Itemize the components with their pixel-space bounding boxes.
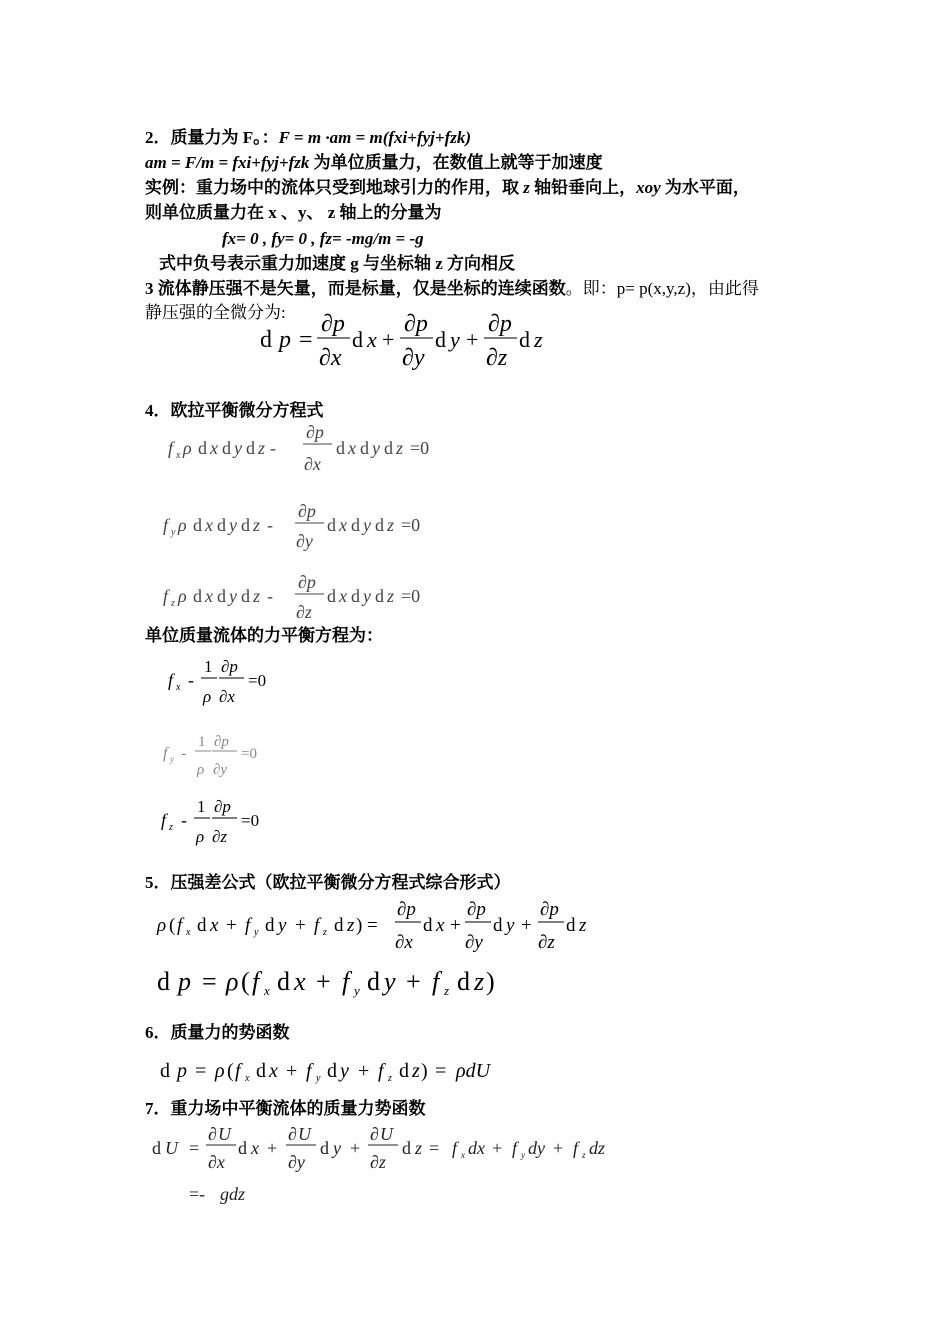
svg-text:z: z <box>582 1150 586 1160</box>
svg-text:d: d <box>217 515 226 535</box>
svg-text:x: x <box>210 438 218 458</box>
svg-text:∂z: ∂z <box>370 1152 386 1172</box>
svg-text:-: - <box>188 670 194 690</box>
section-3-line-2: 静压强的全微分为: <box>145 303 286 322</box>
svg-text:d: d <box>241 515 250 535</box>
svg-text:d: d <box>423 915 433 936</box>
svg-text:f: f <box>168 670 174 690</box>
svg-text:z: z <box>171 598 175 609</box>
svg-text:∂: ∂ <box>370 1124 379 1144</box>
svg-text:U: U <box>380 1124 393 1144</box>
svg-text:p: p <box>177 1060 187 1082</box>
svg-text:ρ: ρ <box>178 515 187 535</box>
svg-text:x: x <box>264 983 270 998</box>
svg-text:d: d <box>457 967 470 996</box>
euler-equation-x <box>160 420 460 478</box>
svg-text:z: z <box>444 983 450 998</box>
svg-text:∂z: ∂z <box>296 602 312 622</box>
svg-text:d: d <box>519 327 530 352</box>
svg-text:d: d <box>367 967 380 996</box>
svg-text:d: d <box>435 327 446 352</box>
svg-text:=-: =- <box>189 1184 206 1204</box>
svg-text:+: + <box>521 915 532 936</box>
svg-text:z: z <box>534 327 543 352</box>
svg-text:ρ: ρ <box>203 687 212 706</box>
svg-text:∂: ∂ <box>288 1124 297 1144</box>
svg-text:d: d <box>198 438 207 458</box>
svg-text:y: y <box>316 1073 321 1084</box>
svg-text:d: d <box>197 915 207 936</box>
euler-equation-z <box>155 568 455 626</box>
svg-text:x: x <box>461 1150 465 1160</box>
svg-text:∂x: ∂x <box>208 1152 225 1172</box>
svg-text:p: p <box>178 967 191 996</box>
svg-text:(: ( <box>241 967 250 996</box>
svg-text:d: d <box>260 327 272 353</box>
svg-text:∂p: ∂p <box>214 797 231 816</box>
svg-text:d: d <box>160 1060 170 1082</box>
svg-text:∂y: ∂y <box>213 762 228 778</box>
svg-text:∂p: ∂p <box>221 657 238 676</box>
svg-text:y: y <box>372 438 380 458</box>
svg-text:x: x <box>367 327 377 352</box>
example-xoy: xoy <box>636 178 661 197</box>
unit-balance-x <box>160 650 320 710</box>
svg-text:d: d <box>375 586 384 606</box>
svg-text:=: = <box>202 967 217 996</box>
svg-text:z: z <box>347 915 355 936</box>
gravity-potential-equation <box>150 1122 620 1212</box>
section-7-heading: 7．重力场中平衡流体的质量力势函数 <box>145 1099 426 1118</box>
svg-text:∂x: ∂x <box>319 345 342 371</box>
svg-text:+: + <box>450 915 461 936</box>
svg-text:∂p: ∂p <box>298 501 316 521</box>
svg-text:=: = <box>429 1138 440 1158</box>
svg-text:y: y <box>384 967 396 996</box>
svg-text:x: x <box>245 1073 250 1084</box>
svg-text:x: x <box>269 1060 278 1082</box>
svg-text:∂y: ∂y <box>402 345 425 371</box>
svg-text:∂x: ∂x <box>219 687 235 706</box>
example-text-a: 实例：重力场中的流体只受到地球引力的作用，取 <box>145 178 524 197</box>
svg-text:f: f <box>314 915 320 936</box>
example-text-b: 轴铅垂向上， <box>529 178 637 197</box>
svg-text:d: d <box>351 515 360 535</box>
example-text-c: 为水平面， <box>660 178 750 197</box>
svg-text:+: + <box>382 327 395 352</box>
svg-text:=0: =0 <box>410 438 430 458</box>
svg-text:d: d <box>375 515 384 535</box>
svg-text:∂x: ∂x <box>304 454 321 474</box>
svg-text:d: d <box>327 586 336 606</box>
svg-text:x: x <box>436 915 445 936</box>
svg-text:+: + <box>553 1138 564 1158</box>
svg-text:f: f <box>168 438 174 458</box>
svg-text:x: x <box>294 967 306 996</box>
svg-text:y: y <box>254 927 259 938</box>
svg-text:f: f <box>573 1138 579 1158</box>
svg-text:d: d <box>246 438 255 458</box>
svg-text:-: - <box>267 586 273 606</box>
svg-text:d: d <box>327 1060 337 1082</box>
svg-text:f: f <box>177 915 183 936</box>
svg-text:f: f <box>161 810 167 830</box>
svg-text:y: y <box>333 1138 341 1158</box>
svg-text:f: f <box>245 915 251 936</box>
svg-text:f: f <box>432 967 440 996</box>
svg-text:x: x <box>176 682 181 693</box>
svg-text:∂p: ∂p <box>298 572 316 592</box>
svg-text:y: y <box>229 515 237 535</box>
svg-text:=0: =0 <box>401 586 421 606</box>
section-4-heading: 4．欧拉平衡微分方程式 <box>145 401 324 420</box>
svg-text:ρ: ρ <box>226 967 239 996</box>
section-3-text-normal: 。即：p= p(x,y,z)，由此得 <box>565 279 759 298</box>
svg-text:x: x <box>339 515 347 535</box>
svg-text:x: x <box>205 515 213 535</box>
svg-text:d: d <box>566 915 576 936</box>
svg-text:+: + <box>466 327 479 352</box>
section-3-text-bold: 3 流体静压强不是矢量，而是标量，仅是坐标的连续函数 <box>145 279 566 298</box>
example-z: z <box>523 178 530 197</box>
svg-text:d: d <box>493 915 503 936</box>
svg-text:-: - <box>181 810 187 830</box>
svg-text:z: z <box>253 515 261 535</box>
svg-text:∂z: ∂z <box>538 932 555 953</box>
svg-text:∂p: ∂p <box>467 899 486 920</box>
svg-text:d: d <box>336 438 345 458</box>
unit-mass-force-text: 为单位质量力，在数值上就等于加速度 <box>309 153 603 172</box>
svg-text:f: f <box>252 967 260 996</box>
svg-text:z: z <box>169 822 173 833</box>
svg-text:-: - <box>267 515 273 535</box>
svg-text:∂p: ∂p <box>214 734 229 750</box>
svg-text:): ) <box>486 967 495 996</box>
unit-mass-force-formula: am = F/m = fxi+fyj+fzk <box>145 153 310 172</box>
svg-text:ρ: ρ <box>178 586 187 606</box>
svg-text:y: y <box>363 515 371 535</box>
svg-text:1: 1 <box>204 657 213 676</box>
svg-text:∂x: ∂x <box>395 932 413 953</box>
svg-text:∂y: ∂y <box>465 932 483 953</box>
svg-text:U: U <box>298 1124 311 1144</box>
svg-text:=: = <box>195 1060 207 1082</box>
svg-text:z: z <box>415 1138 423 1158</box>
force-components: fx= 0 , fy= 0 , fz= -mg/m = -g <box>222 229 424 248</box>
section-2-heading: 2．质量力为 F。： <box>145 128 279 147</box>
svg-text:f: f <box>512 1138 518 1158</box>
svg-text:-: - <box>181 745 187 762</box>
svg-text:(: ( <box>169 915 176 936</box>
svg-text:z: z <box>387 515 395 535</box>
svg-text:d: d <box>265 915 275 936</box>
svg-text:∂z: ∂z <box>486 345 508 371</box>
svg-text:d: d <box>256 1060 266 1082</box>
svg-text:z: z <box>323 927 327 938</box>
svg-text:y: y <box>354 983 360 998</box>
svg-text:(: ( <box>227 1060 234 1082</box>
svg-text:1: 1 <box>198 734 206 750</box>
svg-text:y: y <box>170 754 174 764</box>
section-2-line-4: 则单位质量力在 x 、y、 z 轴上的分量为 <box>145 203 442 222</box>
svg-text:d: d <box>277 967 290 996</box>
section-3-line-1 <box>145 278 759 300</box>
svg-text:f: f <box>306 1060 312 1082</box>
svg-text:d: d <box>157 967 170 996</box>
svg-text:=: = <box>299 327 313 353</box>
svg-text:d: d <box>152 1138 161 1158</box>
svg-text:z: z <box>387 586 395 606</box>
section-2-line-2 <box>145 152 603 174</box>
svg-text:d: d <box>327 515 336 535</box>
svg-text:=0: =0 <box>248 671 267 690</box>
unit-balance-z <box>155 790 315 850</box>
svg-text:y: y <box>171 527 176 538</box>
section-2-line-3 <box>145 177 750 199</box>
svg-text:-: - <box>270 438 276 458</box>
svg-text:x: x <box>210 915 219 936</box>
svg-text:d: d <box>384 438 393 458</box>
svg-text:): ) <box>421 1060 428 1082</box>
svg-text:=: = <box>189 1138 200 1158</box>
svg-text:+: + <box>295 915 306 936</box>
svg-text:y: y <box>229 586 237 606</box>
svg-text:f: f <box>163 515 169 535</box>
svg-text:d: d <box>320 1138 329 1158</box>
svg-text:d: d <box>334 915 344 936</box>
svg-text:d: d <box>352 327 363 352</box>
svg-text:+: + <box>350 1138 361 1158</box>
potential-function-equation <box>155 1050 545 1090</box>
svg-text:∂z: ∂z <box>212 827 228 846</box>
svg-text:+: + <box>226 915 237 936</box>
svg-text:∂p: ∂p <box>321 311 345 337</box>
svg-text:f: f <box>163 745 168 762</box>
svg-text:z: z <box>388 1073 392 1084</box>
svg-text:ρ: ρ <box>157 915 167 936</box>
svg-text:x: x <box>251 1138 259 1158</box>
pressure-difference-equation <box>155 895 615 955</box>
unit-mass-balance-heading: 单位质量流体的力平衡方程为： <box>145 626 383 645</box>
svg-text:U: U <box>165 1138 178 1158</box>
section-2-line-1 <box>145 127 471 149</box>
svg-text:+: + <box>492 1138 503 1158</box>
svg-text:∂p: ∂p <box>306 422 324 442</box>
euler-equation-y <box>155 497 455 555</box>
svg-text:z: z <box>396 438 404 458</box>
svg-text:y: y <box>450 327 460 352</box>
svg-text:+: + <box>358 1060 370 1082</box>
svg-text:gdz: gdz <box>220 1184 246 1204</box>
svg-text:d: d <box>241 586 250 606</box>
svg-text:+: + <box>406 967 421 996</box>
svg-text:z: z <box>474 967 485 996</box>
svg-text:): ) <box>356 915 363 936</box>
svg-text:x: x <box>186 927 191 938</box>
svg-text:=0: =0 <box>241 746 257 762</box>
svg-text:U: U <box>218 1124 231 1144</box>
svg-text:d: d <box>402 1138 411 1158</box>
svg-text:ρdU: ρdU <box>456 1060 491 1082</box>
svg-text:y: y <box>340 1060 349 1082</box>
section-6-heading: 6．质量力的势函数 <box>145 1023 290 1042</box>
section-2-formula: F = m ·am = m(fxi+fyj+fzk) <box>278 128 472 147</box>
svg-text:z: z <box>258 438 266 458</box>
svg-text:∂p: ∂p <box>540 899 559 920</box>
section-5-heading: 5．压强差公式（欧拉平衡微分方程式综合形式） <box>145 873 511 892</box>
svg-text:x: x <box>339 586 347 606</box>
svg-text:x: x <box>205 586 213 606</box>
svg-text:p: p <box>279 327 291 353</box>
svg-text:∂: ∂ <box>208 1124 217 1144</box>
svg-text:d: d <box>351 586 360 606</box>
svg-text:y: y <box>234 438 242 458</box>
svg-text:d: d <box>360 438 369 458</box>
svg-text:ρ: ρ <box>183 438 192 458</box>
svg-text:∂p: ∂p <box>404 311 428 337</box>
svg-text:+: + <box>267 1138 278 1158</box>
svg-text:∂y: ∂y <box>296 531 313 551</box>
svg-text:=: = <box>435 1060 447 1082</box>
svg-text:dx: dx <box>468 1138 485 1158</box>
svg-text:d: d <box>238 1138 247 1158</box>
svg-text:x: x <box>176 450 181 461</box>
svg-text:1: 1 <box>197 797 206 816</box>
svg-text:dy: dy <box>528 1138 545 1158</box>
svg-text:x: x <box>348 438 356 458</box>
svg-text:d: d <box>193 515 202 535</box>
svg-text:ρ: ρ <box>215 1060 225 1082</box>
svg-text:+: + <box>316 967 331 996</box>
svg-text:+: + <box>286 1060 298 1082</box>
svg-text:d: d <box>399 1060 409 1082</box>
svg-text:z: z <box>253 586 261 606</box>
svg-text:y: y <box>363 586 371 606</box>
svg-text:∂p: ∂p <box>488 311 512 337</box>
svg-text:y: y <box>278 915 287 936</box>
pressure-differential-equation <box>152 958 542 1008</box>
svg-text:ρ: ρ <box>196 827 205 846</box>
svg-text:f: f <box>452 1138 458 1158</box>
svg-text:=0: =0 <box>401 515 421 535</box>
svg-text:f: f <box>342 967 350 996</box>
unit-balance-y <box>155 722 315 782</box>
svg-text:dz: dz <box>589 1138 606 1158</box>
svg-text:d: d <box>217 586 226 606</box>
svg-text:=0: =0 <box>241 811 260 830</box>
svg-text:f: f <box>235 1060 241 1082</box>
svg-text:=: = <box>367 915 378 936</box>
svg-text:∂p: ∂p <box>397 899 416 920</box>
svg-text:ρ: ρ <box>197 762 205 778</box>
svg-text:f: f <box>163 586 169 606</box>
total-differential-equation <box>255 305 555 371</box>
svg-text:d: d <box>193 586 202 606</box>
svg-text:y: y <box>521 1150 525 1160</box>
svg-text:∂y: ∂y <box>288 1152 305 1172</box>
svg-text:d: d <box>222 438 231 458</box>
svg-text:z: z <box>579 915 587 936</box>
svg-text:z: z <box>412 1060 420 1082</box>
svg-text:f: f <box>378 1060 384 1082</box>
gravity-sign-note: 式中负号表示重力加速度 g 与坐标轴 z 方向相反 <box>159 254 516 273</box>
svg-text:y: y <box>506 915 515 936</box>
